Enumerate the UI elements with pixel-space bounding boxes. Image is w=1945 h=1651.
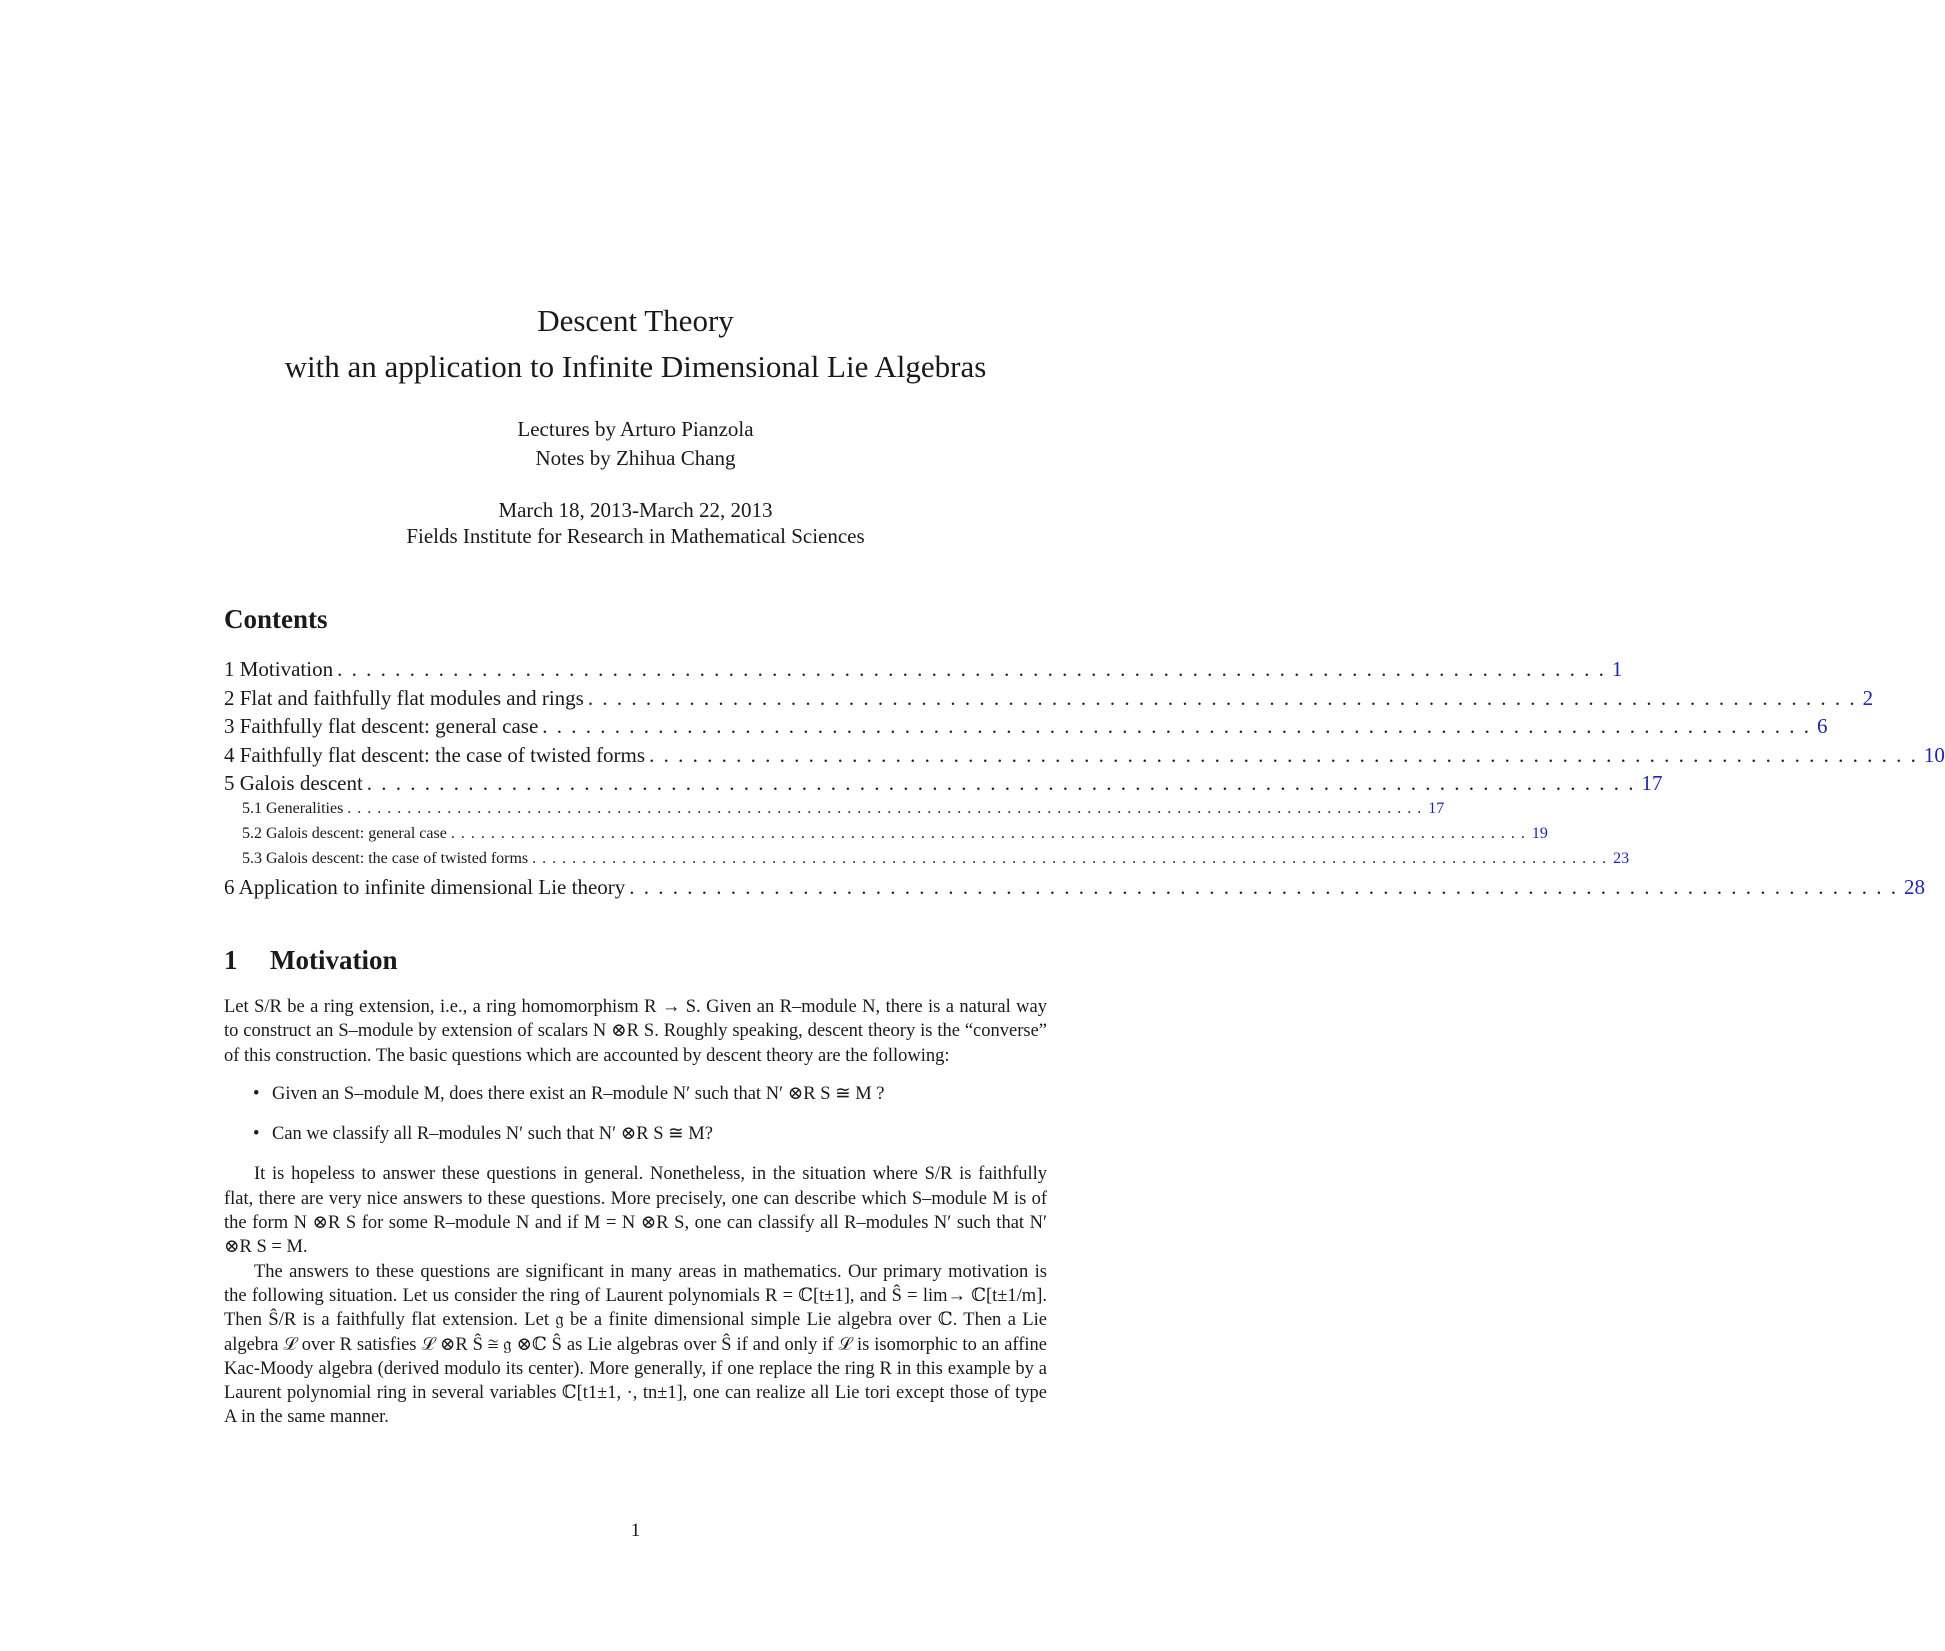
question-list bbox=[224, 1082, 1047, 1147]
section-body bbox=[224, 995, 1047, 1430]
toc-entry-label: 1 Motivation bbox=[224, 657, 334, 681]
toc-page-link[interactable]: 19 bbox=[1531, 824, 1548, 842]
event-block bbox=[224, 497, 1047, 549]
bullet-icon: • bbox=[253, 1124, 260, 1145]
document-subtitle: with an application to Infinite Dimensional Lie Algebras bbox=[284, 349, 987, 384]
event-institute: Fields Institute for Research in Mathematical Sciences bbox=[406, 524, 865, 548]
toc-entry-label: 6 Application to infinite dimensional Lie theory bbox=[224, 874, 626, 899]
toc-entry-label: 5.3 Galois descent: the case of twisted forms bbox=[242, 849, 529, 867]
section-number: 1 bbox=[224, 945, 238, 975]
toc-leader: . . . . . . . . . . . . . . . . . . . . . . . . . . . . . . . . . . . . . . . . . . . . . . . . . . . . . . . . . . . . . . . . . . . . . . . . . . . . . . . . . . . . . . . . . . . . . . . . . . . . . . . . . . . . bbox=[532, 849, 1608, 867]
bullet-icon: • bbox=[253, 1083, 260, 1104]
toc-entry-label: 5.2 Galois descent: general case bbox=[242, 824, 447, 842]
toc-leader: . . . . . . . . . . . . . . . . . . . . . . . . . . . . . . . . . . . . . . . . . . . . . . . . . . . . . . . . . . . . . . . . . . . . . . . . . . . . . . . . . . . . . . . . bbox=[337, 657, 1606, 681]
list-item-text: Given an S–module M, does there exist an R–module N′ such that N′ ⊗R S ≅ M ? bbox=[272, 1083, 885, 1104]
toc-page-link[interactable]: 17 bbox=[1428, 799, 1445, 817]
title-block bbox=[224, 298, 1047, 390]
toc-entry-label: 5 Galois descent bbox=[224, 771, 363, 795]
toc-entry[interactable] bbox=[224, 685, 1874, 715]
toc-entry[interactable] bbox=[224, 657, 1623, 686]
toc-leader: . . . . . . . . . . . . . . . . . . . . . . . . . . . . . . . . . . . . . . . . . . . . . . . . . . . . . . . . . . . . . . . . . . . . . . . . . . . . . . . . . . . . . . . . bbox=[542, 714, 1812, 738]
toc-subentry[interactable] bbox=[224, 799, 1445, 825]
table-of-contents bbox=[224, 657, 1945, 903]
toc-page-link[interactable]: 23 bbox=[1613, 849, 1630, 867]
paragraph: The answers to these questions are significant in many areas in mathematics. Our primary motivation is the following situation. Let us consider the ring of Laurent polynomials R = ℂ[t±1], and Ŝ = lim→ ℂ[t±1/m]. Then Ŝ/R is a faithfully flat extension. Let 𝔤 be a finite dimensional simple Lie algebra over ℂ. Then a Lie algebra ℒ over R satisfies ℒ ⊗R Ŝ ≅ 𝔤 ⊗ℂ Ŝ as Lie algebras over Ŝ if and only if ℒ is isomorphic to an affine Kac-Moody algebra (derived modulo its center). More generally, if one replace the ring R in this example by a Laurent polynomial ring in several variables ℂ[t1±1, ·, tn±1], one can realize all Lie tori except those of type A in the same manner. bbox=[224, 1261, 1047, 1428]
page-number: 1 bbox=[630, 1520, 641, 1541]
toc-page-link[interactable]: 17 bbox=[1641, 771, 1663, 795]
note-taker: Notes by Zhihua Chang bbox=[535, 446, 736, 470]
toc-subentry[interactable] bbox=[224, 824, 1548, 850]
toc-page-link[interactable]: 2 bbox=[1862, 685, 1874, 710]
toc-leader: . . . . . . . . . . . . . . . . . . . . . . . . . . . . . . . . . . . . . . . . . . . . . . . . . . . . . . . . . . . . . . . . . . . . . . . . . . . . . . . . . . . . . . . . . . . . . . . . . . . . . . . . . . . . bbox=[347, 799, 1423, 817]
toc-leader: . . . . . . . . . . . . . . . . . . . . . . . . . . . . . . . . . . . . . . . . . . . . . . . . . . . . . . . . . . . . . . . . . . . . . . . . . . . . . . . . . . . . . . . . bbox=[366, 771, 1636, 795]
list-item bbox=[224, 1122, 1047, 1146]
toc-entry[interactable] bbox=[224, 714, 1828, 743]
paragraph: It is hopeless to answer these questions in general. Nonetheless, in the situation where S/R is faithfully flat, there are very nice answers to these questions. More precisely, one can describe which S–module M is of the form N ⊗R S for some R–module N and if M = N ⊗R S, one can classify all R–modules N′ such that N′ ⊗R S = M. bbox=[224, 1164, 1047, 1258]
toc-entry[interactable] bbox=[224, 874, 1926, 904]
list-item-text: Can we classify all R–modules N′ such that N′ ⊗R S ≅ M? bbox=[272, 1124, 713, 1145]
toc-entry[interactable] bbox=[224, 771, 1663, 800]
toc-subentry[interactable] bbox=[224, 849, 1630, 875]
lecturer: Lectures by Arturo Pianzola bbox=[517, 417, 754, 441]
toc-leader: . . . . . . . . . . . . . . . . . . . . . . . . . . . . . . . . . . . . . . . . . . . . . . . . . . . . . . . . . . . . . . . . . . . . . . . . . . . . . . . . . . . . . . . . . . . . . . . . . . . . . . . . . . . . bbox=[450, 824, 1526, 842]
section-title: Motivation bbox=[270, 945, 398, 975]
toc-page-link[interactable]: 6 bbox=[1817, 714, 1828, 738]
toc-page-link[interactable]: 1 bbox=[1611, 657, 1623, 681]
document-title: Descent Theory bbox=[537, 303, 734, 338]
contents-heading: Contents bbox=[224, 604, 328, 634]
toc-entry[interactable] bbox=[224, 742, 1945, 772]
section-heading bbox=[224, 945, 398, 976]
toc-page-link[interactable]: 10 bbox=[1923, 742, 1945, 767]
authors-block bbox=[224, 415, 1047, 473]
toc-leader: . . . . . . . . . . . . . . . . . . . . . . . . . . . . . . . . . . . . . . . . . . . . . . . . . . . . . . . . . . . . . . . . . . . . . . . . . . . . . . . . . . . . . . . . bbox=[587, 685, 1857, 710]
toc-leader: . . . . . . . . . . . . . . . . . . . . . . . . . . . . . . . . . . . . . . . . . . . . . . . . . . . . . . . . . . . . . . . . . . . . . . . . . . . . . . . . . . . . . . . . bbox=[649, 742, 1918, 767]
paragraph: Let S/R be a ring extension, i.e., a ring homomorphism R → S. Given an R–module N, there is a natural way to construct an S–module by extension of scalars N ⊗R S. Roughly speaking, descent theory is the “converse” of this construction. The basic questions which are accounted by descent theory are the following: bbox=[224, 997, 1047, 1066]
toc-page-link[interactable]: 28 bbox=[1904, 874, 1926, 899]
toc-entry-label: 2 Flat and faithfully flat modules and rings bbox=[224, 685, 584, 710]
toc-entry-label: 3 Faithfully flat descent: general case bbox=[224, 714, 539, 738]
toc-leader: . . . . . . . . . . . . . . . . . . . . . . . . . . . . . . . . . . . . . . . . . . . . . . . . . . . . . . . . . . . . . . . . . . . . . . . . . . . . . . . . . . . . . . . . bbox=[629, 874, 1899, 899]
event-dates: March 18, 2013-March 22, 2013 bbox=[498, 498, 773, 522]
toc-entry-label: 4 Faithfully flat descent: the case of twisted forms bbox=[224, 742, 646, 767]
toc-entry-label: 5.1 Generalities bbox=[242, 799, 344, 817]
list-item bbox=[224, 1082, 1047, 1106]
